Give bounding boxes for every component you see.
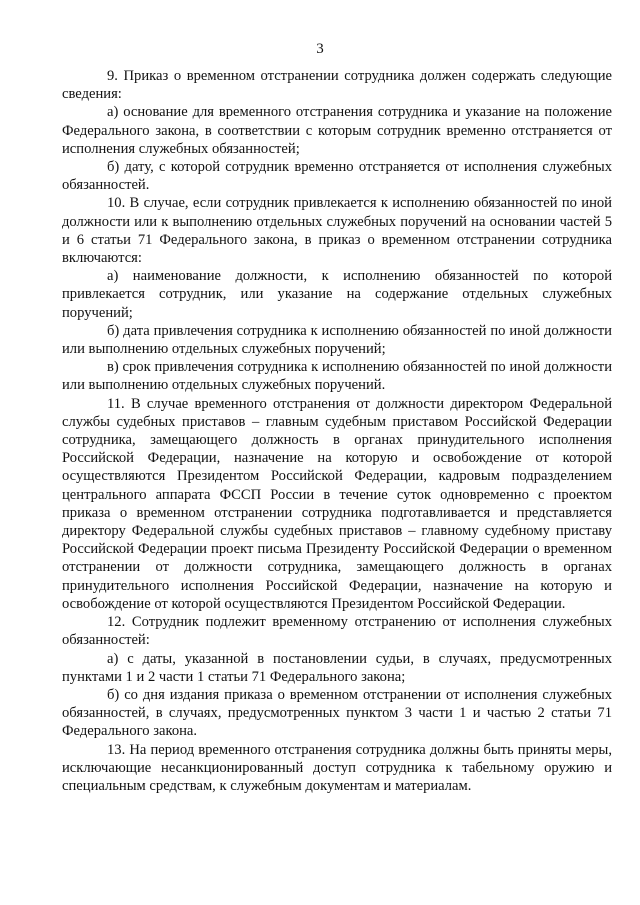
paragraph-12: 12. Сотрудник подлежит временному отстранению от исполнения служебных обязанностей: (62, 614, 612, 649)
paragraph-9-b: б) дату, с которой сотрудник временно отстраняется от исполнения служебных обязанностей. (62, 159, 612, 194)
page-number: 3 (316, 41, 324, 57)
paragraph-10: 10. В случае, если сотрудник привлекается к исполнению обязанностей по иной должности или к выполнению отдельных служебных поручений на основании частей 5 и 6 статьи 71 Федерального закона, в приказ о временном отстранении сотрудника включаются: (62, 195, 612, 267)
paragraph-12-a: а) с даты, указанной в постановлении судьи, в случаях, предусмотренных пунктами 1 и 2 части 1 статьи 71 Федерального закона; (62, 650, 612, 685)
paragraph-9: 9. Приказ о временном отстранении сотрудника должен содержать следующие сведения: (62, 68, 612, 103)
paragraph-10-a: а) наименование должности, к исполнению обязанностей по которой привлекается сотрудник, или указание на содержание отдельных служебных поручений; (62, 268, 612, 321)
document-body (62, 67, 612, 795)
paragraph-11: 11. В случае временного отстранения от должности директором Федеральной службы судебных приставов – главным судебным приставом Российской Федерации сотрудника, замещающего должность в органах принудительного исполнения Российской Федерации, назначение на которую и освобождение от которой осуществляются Президентом Российской Федерации, кадровым подразделением центрального аппарата ФССП России в течение суток одновременно с проектом приказа о временном отстранении сотрудника подготавливается и представляется директору Федеральной службы судебных приставов – главному судебному приставу Российской Федерации проект письма Президенту Российской Федерации о временном отстранении от должности сотрудника, замещающего должность в органах принудительного исполнения Российской Федерации, назначение на которую и освобождение от которой осуществляются Президентом Российской Федерации. (62, 395, 612, 612)
paragraph-10-c: в) срок привлечения сотрудника к исполнению обязанностей по иной должности или выполнению отдельных служебных поручений. (62, 359, 612, 394)
paragraph-10-b: б) дата привлечения сотрудника к исполнению обязанностей по иной должности или выполнению отдельных служебных поручений; (62, 322, 612, 358)
paragraph-13: 13. На период временного отстранения сотрудника должны быть приняты меры, исключающие несанкционированный доступ сотрудника к табельному оружию и специальным средствам, к служебным документам и материалам. (62, 741, 612, 794)
paragraph-12-b: б) со дня издания приказа о временном отстранении от исполнения служебных обязанностей, в случаях, предусмотренных пунктом 3 части 1 и частью 2 статьи 71 Федерального закона. (62, 686, 612, 740)
paragraph-9-a: а) основание для временного отстранения сотрудника и указание на положение Федерального закона, в соответствии с которым сотрудник временно отстраняется от исполнения служебных обязанностей; (62, 104, 612, 157)
